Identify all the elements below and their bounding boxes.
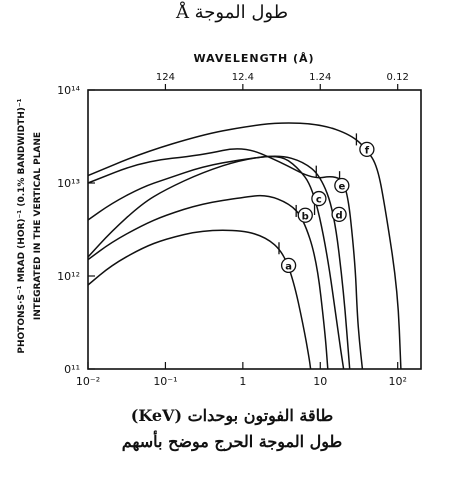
y-axis-label xyxy=(17,98,43,353)
series-label-f: f xyxy=(364,145,370,157)
x-tick-label: 10² xyxy=(388,375,407,388)
x-tick-label: 1 xyxy=(239,375,247,388)
series-label-d: d xyxy=(335,210,343,222)
y-tick-label: 10¹³ xyxy=(57,177,80,190)
y-axis-label-line1: PHOTONS·S⁻¹ MRAD (HOR)⁻¹ (0.1% BANDWIDTH)⁻¹ xyxy=(17,98,27,354)
y-tick-label: 10¹² xyxy=(57,270,80,283)
x-tick-label: 10 xyxy=(313,375,328,388)
arabic-caption: طول الموجة الحرج موضح بأسهم xyxy=(121,432,343,451)
top-axis-label: WAVELENGTH (Å) xyxy=(193,52,315,65)
y-tick-label: 0¹¹ xyxy=(64,363,80,376)
chart-marks xyxy=(57,72,409,388)
x-tick-label: 10⁻² xyxy=(75,375,101,388)
top-tick-label: 124 xyxy=(155,72,175,83)
y-tick-label: 10¹⁴ xyxy=(57,84,80,97)
series-label-a: a xyxy=(285,261,292,273)
y-axis-label-line2: INTEGRATED IN THE VERTICAL PLANE xyxy=(33,131,43,321)
arabic-wavelength-title: طول الموجة Å xyxy=(175,2,289,23)
top-tick-label: 0.12 xyxy=(386,72,409,83)
curve-b xyxy=(88,196,328,369)
x-tick-label: 10⁻¹ xyxy=(153,375,178,388)
arabic-x-axis-label: طاقة الفوتون بوحدات (KeV) xyxy=(130,406,334,425)
series-label-c: c xyxy=(315,194,322,206)
curve-a xyxy=(88,230,311,369)
series-label-b: b xyxy=(301,211,309,223)
plot-frame xyxy=(88,90,421,369)
top-tick-label: 12.4 xyxy=(231,72,254,83)
series-label-e: e xyxy=(338,181,346,193)
top-tick-label: 1.24 xyxy=(309,72,332,83)
